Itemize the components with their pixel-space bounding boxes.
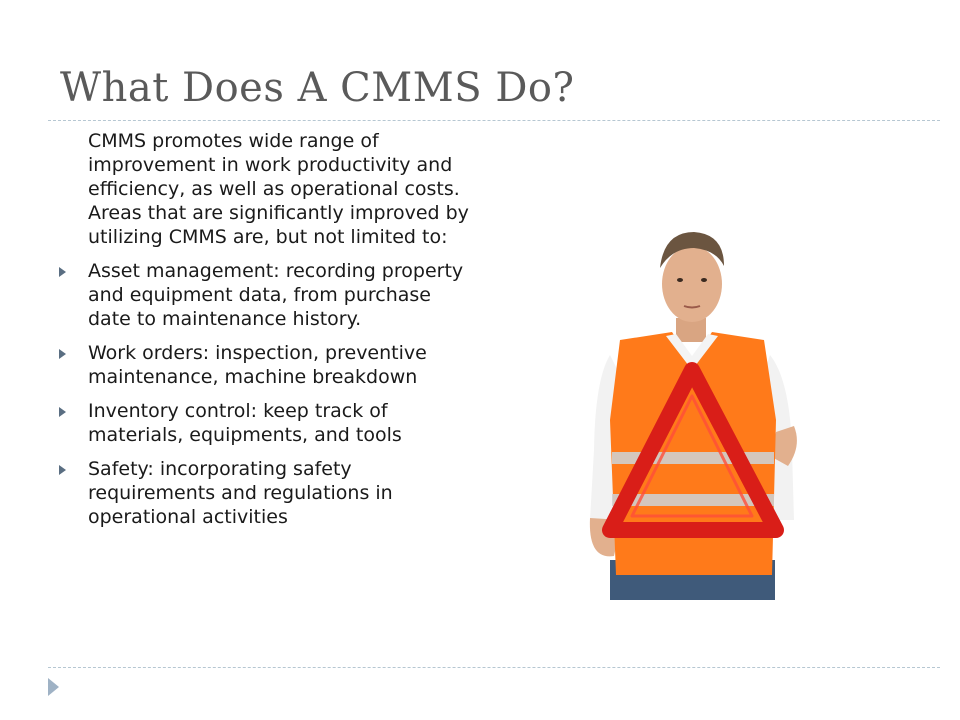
list-item — [56, 259, 476, 331]
bullet-list — [56, 259, 476, 529]
slide-body — [56, 129, 476, 539]
bullet-text: Inventory control: keep track of materials, equipments, and tools — [88, 400, 402, 446]
triangle-bullet-icon — [59, 407, 66, 417]
worker-photo — [580, 220, 800, 600]
list-item — [56, 341, 476, 389]
footer-divider — [48, 667, 940, 668]
intro-paragraph: CMMS promotes wide range of improvement in work productivity and efficiency, as well as operational costs. Areas that are significantly improved by utilizing CMMS are, but not limited to: — [88, 130, 469, 248]
bullet-text: Safety: incorporating safety requirements and regulations in operational activities — [88, 458, 393, 528]
bullet-text: Asset management: recording property and equipment data, from purchase date to maintenance history. — [88, 260, 464, 330]
triangle-bullet-icon — [59, 267, 66, 277]
slide-title: What Does A CMMS Do? — [60, 65, 575, 111]
title-divider — [48, 120, 940, 121]
list-item — [56, 399, 476, 447]
triangle-bullet-icon — [59, 465, 66, 475]
bullet-text: Work orders: inspection, preventive maintenance, machine breakdown — [88, 342, 427, 388]
triangle-nav-icon — [48, 678, 59, 696]
triangle-bullet-icon — [59, 349, 66, 359]
list-item — [56, 457, 476, 529]
